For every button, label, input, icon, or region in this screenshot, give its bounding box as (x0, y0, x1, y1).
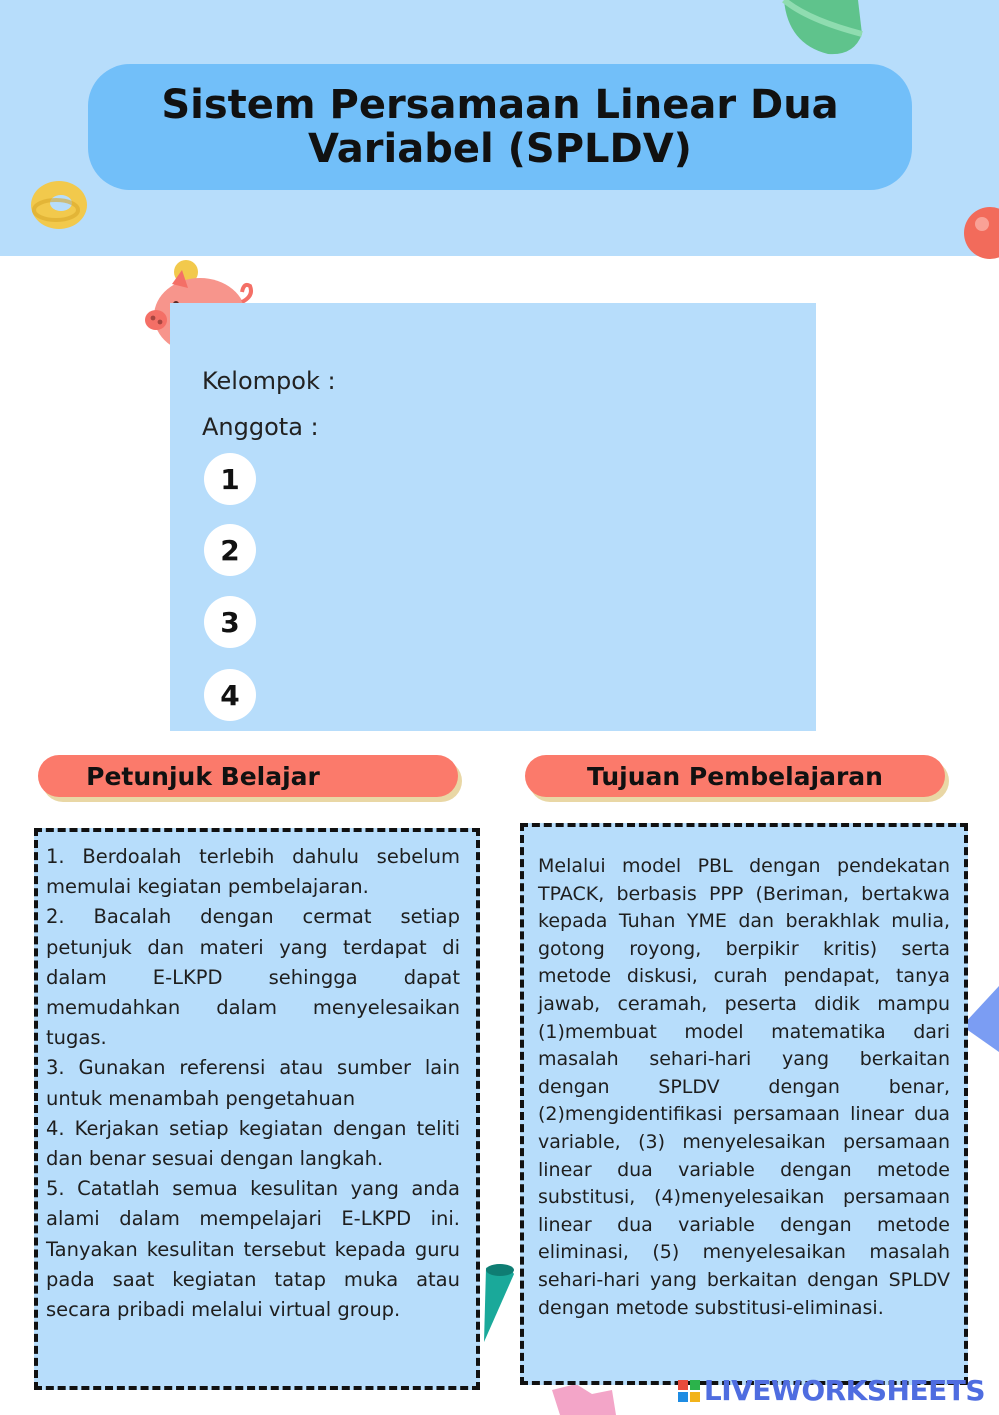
tujuan-box (520, 823, 968, 1385)
petunjuk-item: 4. Kerjakan setiap kegiatan dengan teliti dan benar sesuai dengan langkah. (46, 1116, 460, 1171)
teal-cone-icon (474, 1262, 516, 1344)
pink-block-icon (552, 1384, 616, 1415)
tujuan-text: Melalui model PBL dengan pendekatan TPACK, berbasis PPP (Beriman, bertakwa kepada Tuhan YME dan berakhlak mulia, gotong royong, berpikir kritis) serta metode diskusi, curah pendapat, tanya jawab, ceramah, peserta didik mampu (1)membuat model matematika dari masalah sehari-hari yang berkaitan dengan SPLDV dengan benar, (2)mengidentifikasi persamaan linear dua variable, (3) menyelesaikan persamaan linear dua variable dengan metode substitusi, (4)menyelesaikan persamaan linear dua variable dengan metode eliminasi, (5) menyelesaikan masalah sehari-hari yang berkaitan dengan SPLDV dengan metode substitusi-eliminasi. (538, 855, 950, 1319)
member-number-1: 1 (204, 453, 256, 505)
watermark-text: LIVEWORKSHEETS (703, 1374, 985, 1407)
yellow-ring-icon (28, 176, 90, 234)
member-number-2: 2 (204, 524, 256, 576)
liveworksheets-logo (678, 1374, 985, 1407)
petunjuk-box (34, 828, 480, 1390)
kelompok-label: Kelompok : (202, 367, 336, 395)
red-ball-icon (962, 206, 999, 260)
petunjuk-heading-label: Petunjuk Belajar (86, 761, 320, 791)
petunjuk-item: 3. Gunakan referensi atau sumber lain untuk menambah pengetahuan (46, 1056, 460, 1110)
member-number-4: 4 (204, 669, 256, 721)
petunjuk-item: 1. Berdoalah terlebih dahulu sebelum memulai kegiatan pembelajaran. (46, 845, 460, 899)
petunjuk-item: 2. Bacalah dengan cermat setiap petunjuk dan materi yang terdapat di dalam E-LKPD sehingga dapat memudahkan dalam menyelesaikan tugas. (46, 905, 460, 1050)
member-number-3: 3 (204, 596, 256, 648)
page-title: Sistem Persamaan Linear Dua Variabel (SPLDV) (161, 82, 839, 172)
group-card (170, 303, 816, 731)
tujuan-heading-label: Tujuan Pembelajaran (587, 761, 883, 791)
liveworksheets-grid-icon (678, 1380, 700, 1402)
title-banner (88, 64, 912, 190)
green-half-sphere-icon (778, 0, 864, 56)
petunjuk-heading (38, 755, 458, 797)
anggota-label: Anggota : (202, 413, 319, 441)
tujuan-heading (525, 755, 945, 797)
petunjuk-item: 5. Catatlah semua kesulitan yang anda alami dalam mempelajari E-LKPD ini. Tanyakan kesulitan tersebut kepada guru pada saat kegiatan tatap muka atau secara pribadi melalui virtual group. (46, 1177, 460, 1322)
